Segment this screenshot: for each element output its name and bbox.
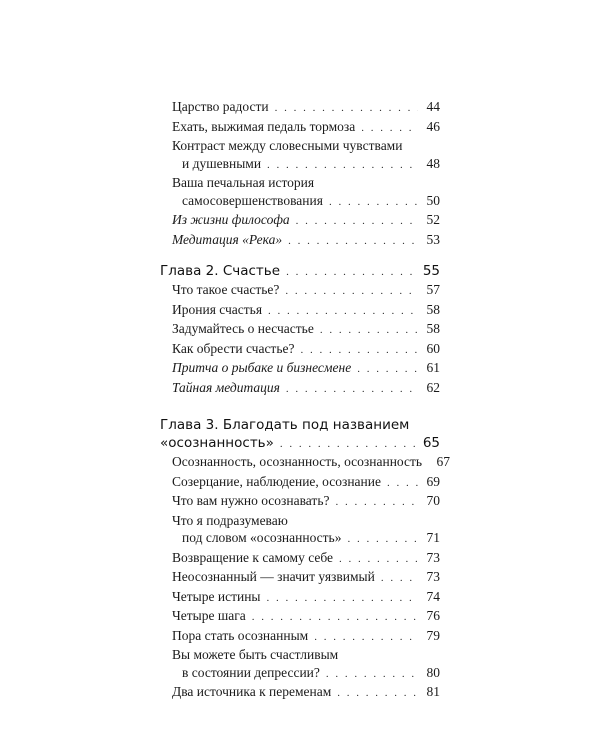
toc-entry-title: Притча о рыбаке и бизнесмене: [172, 360, 352, 375]
chapter-title: Глава 2. Счастье: [160, 263, 281, 279]
toc-entry-title: Ирония счастья: [172, 301, 263, 317]
toc-entry-page-number: 73: [426, 569, 440, 584]
dot-leader: [288, 233, 418, 251]
chapter-title-continued: «осознанность»: [160, 435, 274, 451]
section-entries: [160, 453, 451, 703]
chapter-page-number: 65: [422, 435, 440, 451]
toc-entry: [160, 301, 440, 321]
dot-leader: [320, 322, 418, 340]
toc-entry: [160, 98, 440, 118]
dot-leader: [357, 361, 418, 379]
chapter-title: Глава 3. Благодать под названием: [160, 417, 410, 433]
toc-entry-title: Неосознанный — значит уязвимый: [172, 569, 375, 584]
toc-entry: [160, 118, 440, 138]
toc-entry: [160, 174, 440, 211]
toc-entry: [160, 588, 440, 608]
toc-entry-page-number: 70: [426, 493, 440, 508]
toc-entry: [160, 683, 440, 703]
toc-entry: [160, 492, 440, 512]
toc-entry-title: Царство радости: [172, 99, 269, 114]
toc-entry-title: Ваша печальная история: [172, 175, 315, 190]
toc-entry-page-number: 53: [426, 231, 440, 247]
toc-entry: [160, 607, 440, 627]
dot-leader: [335, 494, 418, 512]
toc-entry-title: Контраст между словесными чувствами: [172, 138, 403, 153]
toc-entry-title: Задумайтесь о несчастье: [172, 321, 314, 336]
chapter-heading: [160, 416, 440, 453]
toc-entry-page-number: 74: [426, 588, 440, 604]
dot-leader: [275, 100, 418, 118]
toc-entry: [160, 320, 440, 340]
toc-entry-title: Что я подразумеваю: [172, 512, 288, 528]
toc-entry-title: Медитация «Река»: [172, 231, 283, 247]
dot-leader: [339, 551, 418, 569]
toc-entry-page-number: 67: [436, 454, 451, 469]
dot-leader: [296, 213, 418, 231]
toc-entry: [160, 359, 440, 379]
toc-entry: [160, 137, 440, 174]
dot-leader: [286, 263, 417, 281]
toc-entry-page-number: 58: [426, 321, 440, 336]
dot-leader: [252, 609, 418, 627]
dot-leader: [361, 120, 418, 138]
dot-leader: [286, 381, 418, 399]
dot-leader: [337, 685, 418, 703]
toc-entry: [160, 211, 440, 231]
dot-leader: [268, 303, 418, 321]
toc-entry-title-continued: в состоянии депрессии?: [182, 664, 320, 680]
dot-leader: [267, 157, 418, 175]
toc-entry-title: Четыре истины: [172, 588, 261, 604]
toc-entry-title-continued: самосовершенствования: [182, 192, 323, 208]
toc-entry-title: Тайная медитация: [172, 379, 280, 395]
table-of-contents: [160, 98, 451, 703]
toc-entry-title-continued: под словом «осознанность»: [182, 530, 342, 545]
toc-entry-page-number: 58: [426, 301, 440, 317]
toc-entry-page-number: 79: [426, 627, 440, 643]
toc-entry-page-number: 46: [426, 118, 440, 134]
toc-entry: [160, 231, 440, 251]
toc-entry-page-number: 69: [426, 473, 440, 489]
toc-entry: [160, 281, 440, 301]
toc-entry-page-number: 76: [426, 608, 440, 623]
toc-entry: [160, 379, 440, 399]
toc-entry-page-number: 52: [426, 212, 440, 227]
toc-entry-page-number: 80: [426, 664, 440, 680]
dot-leader: [285, 283, 418, 301]
toc-entry-title: Созерцание, наблюдение, осознание: [172, 473, 381, 489]
toc-entry-title: Ехать, выжимая педаль тормоза: [172, 118, 356, 134]
toc-entry-title: Осознанность, осознанность, осознанность: [172, 454, 423, 469]
section-entries: [160, 98, 440, 250]
dot-leader: [347, 531, 418, 549]
chapter-page-number: 55: [422, 263, 440, 279]
dot-leader: [267, 590, 419, 608]
toc-entry: [160, 340, 440, 360]
dot-leader: [280, 435, 417, 453]
section-entries: [160, 281, 440, 398]
dot-leader: [314, 629, 418, 647]
toc-entry-title: Четыре шага: [172, 608, 246, 623]
dot-leader: [326, 666, 418, 684]
toc-entry-title: Из жизни философа: [172, 212, 290, 227]
toc-entry-title: Что такое счастье?: [172, 282, 280, 297]
toc-entry: [160, 549, 440, 569]
toc-entry: [160, 646, 440, 683]
toc-entry-page-number: 44: [426, 99, 440, 114]
toc-entry: [160, 473, 440, 493]
dot-leader: [381, 570, 418, 588]
toc-entry-page-number: 50: [426, 192, 440, 208]
toc-entry-page-number: 81: [426, 684, 440, 699]
toc-entry-title: Пора стать осознанным: [172, 627, 309, 643]
toc-entry-page-number: 60: [426, 340, 440, 356]
toc-entry-page-number: 61: [426, 360, 440, 375]
dot-leader: [300, 342, 418, 360]
dot-leader: [387, 475, 418, 493]
toc-entry-page-number: 73: [426, 549, 440, 565]
dot-leader: [329, 194, 418, 212]
chapter-heading: [160, 262, 440, 281]
toc-entry-page-number: 62: [426, 379, 440, 395]
toc-entry-title: Вы можете быть счастливым: [172, 647, 339, 662]
toc-entry-page-number: 57: [426, 282, 440, 297]
toc-entry-title: Как обрести счастье?: [172, 340, 295, 356]
toc-entry-page-number: 48: [426, 155, 440, 171]
toc-entry-page-number: 71: [426, 530, 440, 545]
toc-entry: [160, 512, 440, 549]
toc-entry-title: Два источника к переменам: [172, 684, 332, 699]
toc-entry-title: Что вам нужно осознавать?: [172, 493, 330, 508]
toc-entry: [160, 568, 440, 588]
toc-entry-title: Возвращение к самому себе: [172, 549, 334, 565]
toc-entry-title-continued: и душевными: [182, 155, 262, 171]
toc-entry: [160, 627, 440, 647]
toc-entry: [160, 453, 451, 473]
